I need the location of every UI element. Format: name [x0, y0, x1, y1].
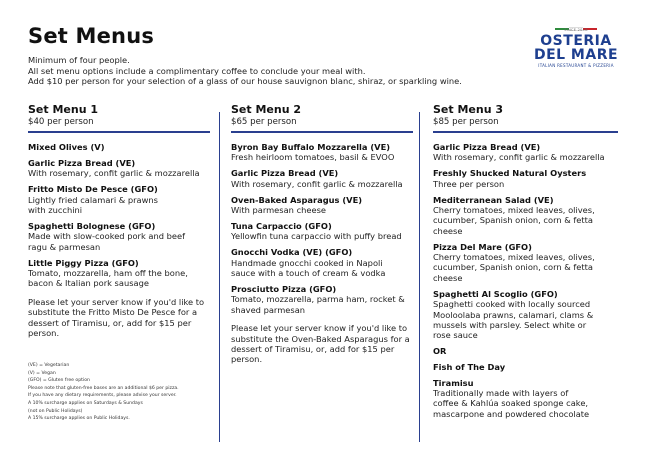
menu-item	[433, 142, 633, 163]
title-underline	[231, 131, 413, 133]
menu-item-description: cheese	[433, 272, 463, 283]
logo-line-1: OSTERIA	[540, 33, 612, 49]
menu-item-description: mascarpone and powdered chocolate	[433, 408, 590, 419]
note-line: Please let your server know if you'd like to	[28, 296, 205, 307]
menu-item-description: shaved parmesan	[231, 304, 306, 315]
menu-item-description: With rosemary, confit garlic & mozzarella	[433, 152, 605, 163]
page-title: Set Menus	[28, 24, 155, 48]
menu-item-name: Pizza Del Mare (GFO)	[433, 241, 532, 252]
menu-price: $85 per person	[433, 117, 499, 127]
legend-line: Please note that gluten-free bases are an additional $6 per pizza.	[28, 385, 179, 391]
menu-item	[28, 221, 218, 252]
menu-item-description: Mooloolaba prawns, calamari, clams &	[433, 309, 594, 320]
legend-line: (V) = Vegan	[28, 370, 56, 376]
menu-title: Set Menu 3	[433, 103, 504, 116]
title-underline	[28, 131, 210, 133]
set-menu-3	[433, 104, 633, 425]
menu-item-name: Spaghetti Bolognese (GFO)	[28, 220, 156, 231]
menu-item-description: bacon & Italian pork sausage	[28, 278, 150, 289]
menu-title: Set Menu 2	[231, 103, 302, 116]
restaurant-logo	[530, 26, 622, 68]
logo-subtitle: ITALIAN RESTAURANT & PIZZERIA	[538, 63, 614, 68]
menu-item-description: With rosemary, confit garlic & mozzarella	[231, 178, 403, 189]
menu-item	[433, 362, 633, 372]
menu-item-name: Garlic Pizza Bread (VE)	[28, 157, 136, 168]
menu-item	[231, 195, 421, 216]
substitution-note	[28, 297, 218, 339]
note-line: Please let your server know if you'd like to	[231, 323, 408, 334]
note-line: substitute the Oven-Baked Asparagus for a	[231, 333, 410, 344]
menu-item-name: Prosciutto Pizza (GFO)	[231, 283, 337, 294]
menu-item	[433, 195, 633, 237]
legend-notes	[28, 362, 179, 423]
menu-item-description: Fresh heirloom tomatoes, basil & EVOO	[231, 152, 395, 163]
menu-item-name: Mixed Olives (V)	[28, 141, 105, 152]
menu-price: $65 per person	[231, 117, 297, 127]
or-separator: OR	[433, 346, 447, 357]
menu-item-name: Garlic Pizza Bread (VE)	[433, 141, 541, 152]
menu-item-name: Mediterranean Salad (VE)	[433, 194, 554, 205]
legend-line: A 15% surcharge applies on Public Holidays.	[28, 416, 130, 422]
set-menu-1	[28, 104, 218, 338]
menu-item-description: Traditionally made with layers of	[433, 388, 569, 399]
menu-item-description: Cherry tomatoes, mixed leaves, olives,	[433, 204, 595, 215]
note-line: dessert of Tiramisu, or, add for $15 per person.	[28, 317, 192, 338]
menu-item-description: cucumber, Spanish onion, corn & fetta	[433, 215, 593, 226]
menu-item	[231, 168, 421, 189]
menu-item	[231, 284, 421, 315]
menu-item-name: Little Piggy Pizza (GFO)	[28, 257, 139, 268]
menu-item-name: Oven-Baked Asparagus (VE)	[231, 194, 363, 205]
menu-item	[231, 142, 421, 163]
menu-item-description: Cherry tomatoes, mixed leaves, olives,	[433, 252, 595, 263]
menu-item	[433, 168, 633, 189]
menu-item	[231, 247, 421, 278]
menu-item-description: sauce with a touch of cream & vodka	[231, 267, 386, 278]
menu-title: Set Menu 1	[28, 103, 99, 116]
menu-item-description: Tomato, mozzarella, parma ham, rocket &	[231, 294, 405, 305]
menu-item-name: Garlic Pizza Bread (VE)	[231, 168, 339, 179]
intro-line: All set menu options include a complimentary coffee to conclude your meal with.	[28, 65, 366, 76]
legend-line: (VE) = Vegetarian	[28, 363, 70, 368]
menu-item-description: ragu & parmesan	[28, 241, 101, 252]
menu-item-name: Spaghetti Al Scoglio (GFO)	[433, 288, 558, 299]
menu-item-description: Handmade gnocchi cooked in Napoli	[231, 257, 383, 268]
menu-item-description: Tomato, mozzarella, ham off the bone,	[28, 267, 188, 278]
menu-item-name: Freshly Shucked Natural Oysters	[433, 168, 587, 179]
menu-item-description: Yellowfin tuna carpaccio with puffy bread	[231, 231, 402, 242]
legend-line: If you have any dietary requirements, please advise your server.	[28, 393, 177, 399]
menu-item-description: cucumber, Spanish onion, corn & fetta	[433, 262, 593, 273]
intro-text	[28, 55, 462, 87]
menu-item-name: Gnocchi Vodka (VE) (GFO)	[231, 247, 353, 258]
intro-line: Minimum of four people.	[28, 55, 130, 65]
menu-item-description: mussels with parsley. Select white or	[433, 320, 587, 330]
note-line: dessert of Tiramisu, or, add for $15 per person.	[231, 343, 395, 365]
substitution-note	[231, 323, 421, 365]
menu-item-description: cheese	[433, 225, 463, 236]
menu-item-name: Tuna Carpaccio (GFO)	[231, 220, 332, 231]
menu-item-name: Fritto Misto De Pesce (GFO)	[28, 184, 158, 195]
menu-item-description: Spaghetti cooked with locally sourced	[433, 299, 591, 310]
intro-line: Add $10 per person for your selection of a glass of our house sauvignon blanc, shiraz, or sparkling wine.	[28, 76, 462, 87]
legend-line: A 10% surcharge applies on Saturdays & Sundays	[28, 400, 143, 406]
menu-item-description: Lightly fried calamari & prawns	[28, 194, 158, 205]
menu-item-description: rose sauce	[433, 330, 478, 341]
menu-item-name: Fish of The Day	[433, 361, 506, 372]
menu-item	[433, 289, 633, 341]
menu-item-description: With rosemary, confit garlic & mozzarella	[28, 168, 200, 179]
column-divider	[219, 112, 220, 442]
menu-item-description: coffee & Kahlúa soaked sponge cake,	[433, 398, 589, 409]
menu-item	[28, 184, 218, 215]
legend-line: (not on Public Holidays)	[28, 408, 83, 414]
menu-item	[28, 258, 218, 289]
menu-price: $40 per person	[28, 117, 94, 127]
menu-item-name: Byron Bay Buffalo Mozzarella (VE)	[231, 141, 391, 152]
menu-item	[433, 242, 633, 284]
set-menu-2	[231, 104, 421, 365]
legend-line: (GFO) = Gluten free option	[28, 378, 90, 384]
menu-item-description: with zucchini	[28, 204, 83, 215]
menu-item-description: Made with slow-cooked pork and beef	[28, 231, 186, 242]
menu-item-description: Three per person	[433, 178, 505, 189]
menu-item	[433, 378, 633, 420]
menu-item	[28, 158, 218, 179]
menu-item-description: With parmesan cheese	[231, 204, 327, 215]
logo-since: SINCE 2018	[564, 28, 588, 32]
logo-line-2: DEL MARE	[533, 47, 619, 63]
menu-item	[231, 221, 421, 242]
title-underline	[433, 131, 618, 133]
menu-item	[28, 142, 218, 152]
menu-item-name: Tiramisu	[433, 377, 474, 388]
note-line: substitute the Fritto Misto De Pesce for a	[28, 307, 198, 318]
